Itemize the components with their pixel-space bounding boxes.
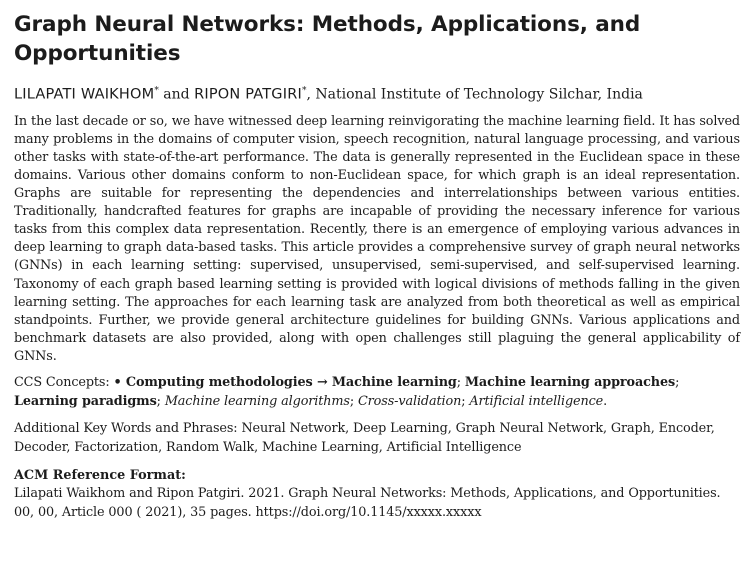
ccs-sep-3: ; (156, 393, 165, 409)
paper-title (14, 10, 740, 68)
author-line (14, 82, 740, 104)
ccs-sep-4: ; (349, 393, 358, 409)
keywords: Additional Key Words and Phrases: Neural Network, Deep Learning, Graph Neural Network, Graph, Encoder, Decoder, Factorization, Random Walk, Machine Learning, Artificial Intelligence (14, 421, 715, 455)
author-2: RIPON PATGIRI (194, 86, 302, 103)
title-line-1: Graph Neural Networks: Methods, Applications, and (14, 12, 641, 37)
ccs-computing: Computing methodologies (125, 374, 313, 390)
acm-reference-heading: ACM Reference Format: (14, 468, 186, 484)
ccs-label: CCS Concepts: (14, 374, 114, 390)
acm-reference: Lilapati Waikhom and Ripon Patgiri. 2021. Graph Neural Networks: Methods, Applications, and Opportunities. 00, 00, Article 000 ( 2021), 35 pages. https://doi.org/10.1145/xxxxx.xxxxx (14, 486, 721, 520)
author-conjunction: and (158, 86, 195, 103)
ccs-ai: Artificial intelligence (469, 393, 604, 409)
ccs-sep-2: ; (675, 374, 680, 390)
ccs-sep-1: ; (456, 374, 465, 390)
author-1: LILAPATI WAIKHOM (14, 86, 155, 103)
ccs-concepts (14, 374, 740, 411)
ccs-ml: Machine learning (331, 374, 457, 390)
affiliation: , National Institute of Technology Silchar, India (306, 86, 643, 103)
ccs-bullet: • (113, 374, 126, 390)
ccs-end: . (603, 393, 608, 409)
abstract: In the last decade or so, we have witnessed deep learning reinvigorating the machine learning field. It has solved many problems in the domains of computer vision, speech recognition, natural language processing, and various other tasks with state-of-the-art performance. The data is generally represented in the Euclidean space in these domains. Various other domains conform to non-Euclidean space, for which graph is an ideal representation. Graphs are suitable for representing the dependencies and interrelationships between various entities. Traditionally, handcrafted features for graphs are incapable of providing the necessary inference for various tasks from this complex data representation. Recently, there is an emergence of employing various advances in deep learning to graph data-based tasks. This article provides a comprehensive survey of graph neural networks (GNNs) in each learning setting: supervised, unsupervised, semi-supervised, and self-supervised learning. Taxonomy of each graph based learning setting is provided with logical divisions of methods falling in the given learning setting. The approaches for each learning task are analyzed from both theoretical as well as empirical standpoints. Further, we provide general architecture guidelines for building GNNs. Various applications and benchmark datasets are also provided, along with open challenges still plaguing the general applicability of GNNs. (14, 113, 740, 364)
author-2-mark: * (301, 86, 307, 96)
title-line-2: Opportunities (14, 41, 181, 66)
ccs-arrow: → (312, 374, 332, 390)
ccs-sep-5: ; (461, 393, 470, 409)
ccs-approaches: Machine learning approaches (464, 374, 676, 390)
author-1-mark: * (154, 86, 159, 96)
ccs-algorithms: Machine learning algorithms (164, 393, 350, 409)
ccs-paradigms: Learning paradigms (14, 393, 157, 409)
ccs-crossval: Cross-validation (358, 393, 462, 409)
paper-page (14, 10, 740, 523)
